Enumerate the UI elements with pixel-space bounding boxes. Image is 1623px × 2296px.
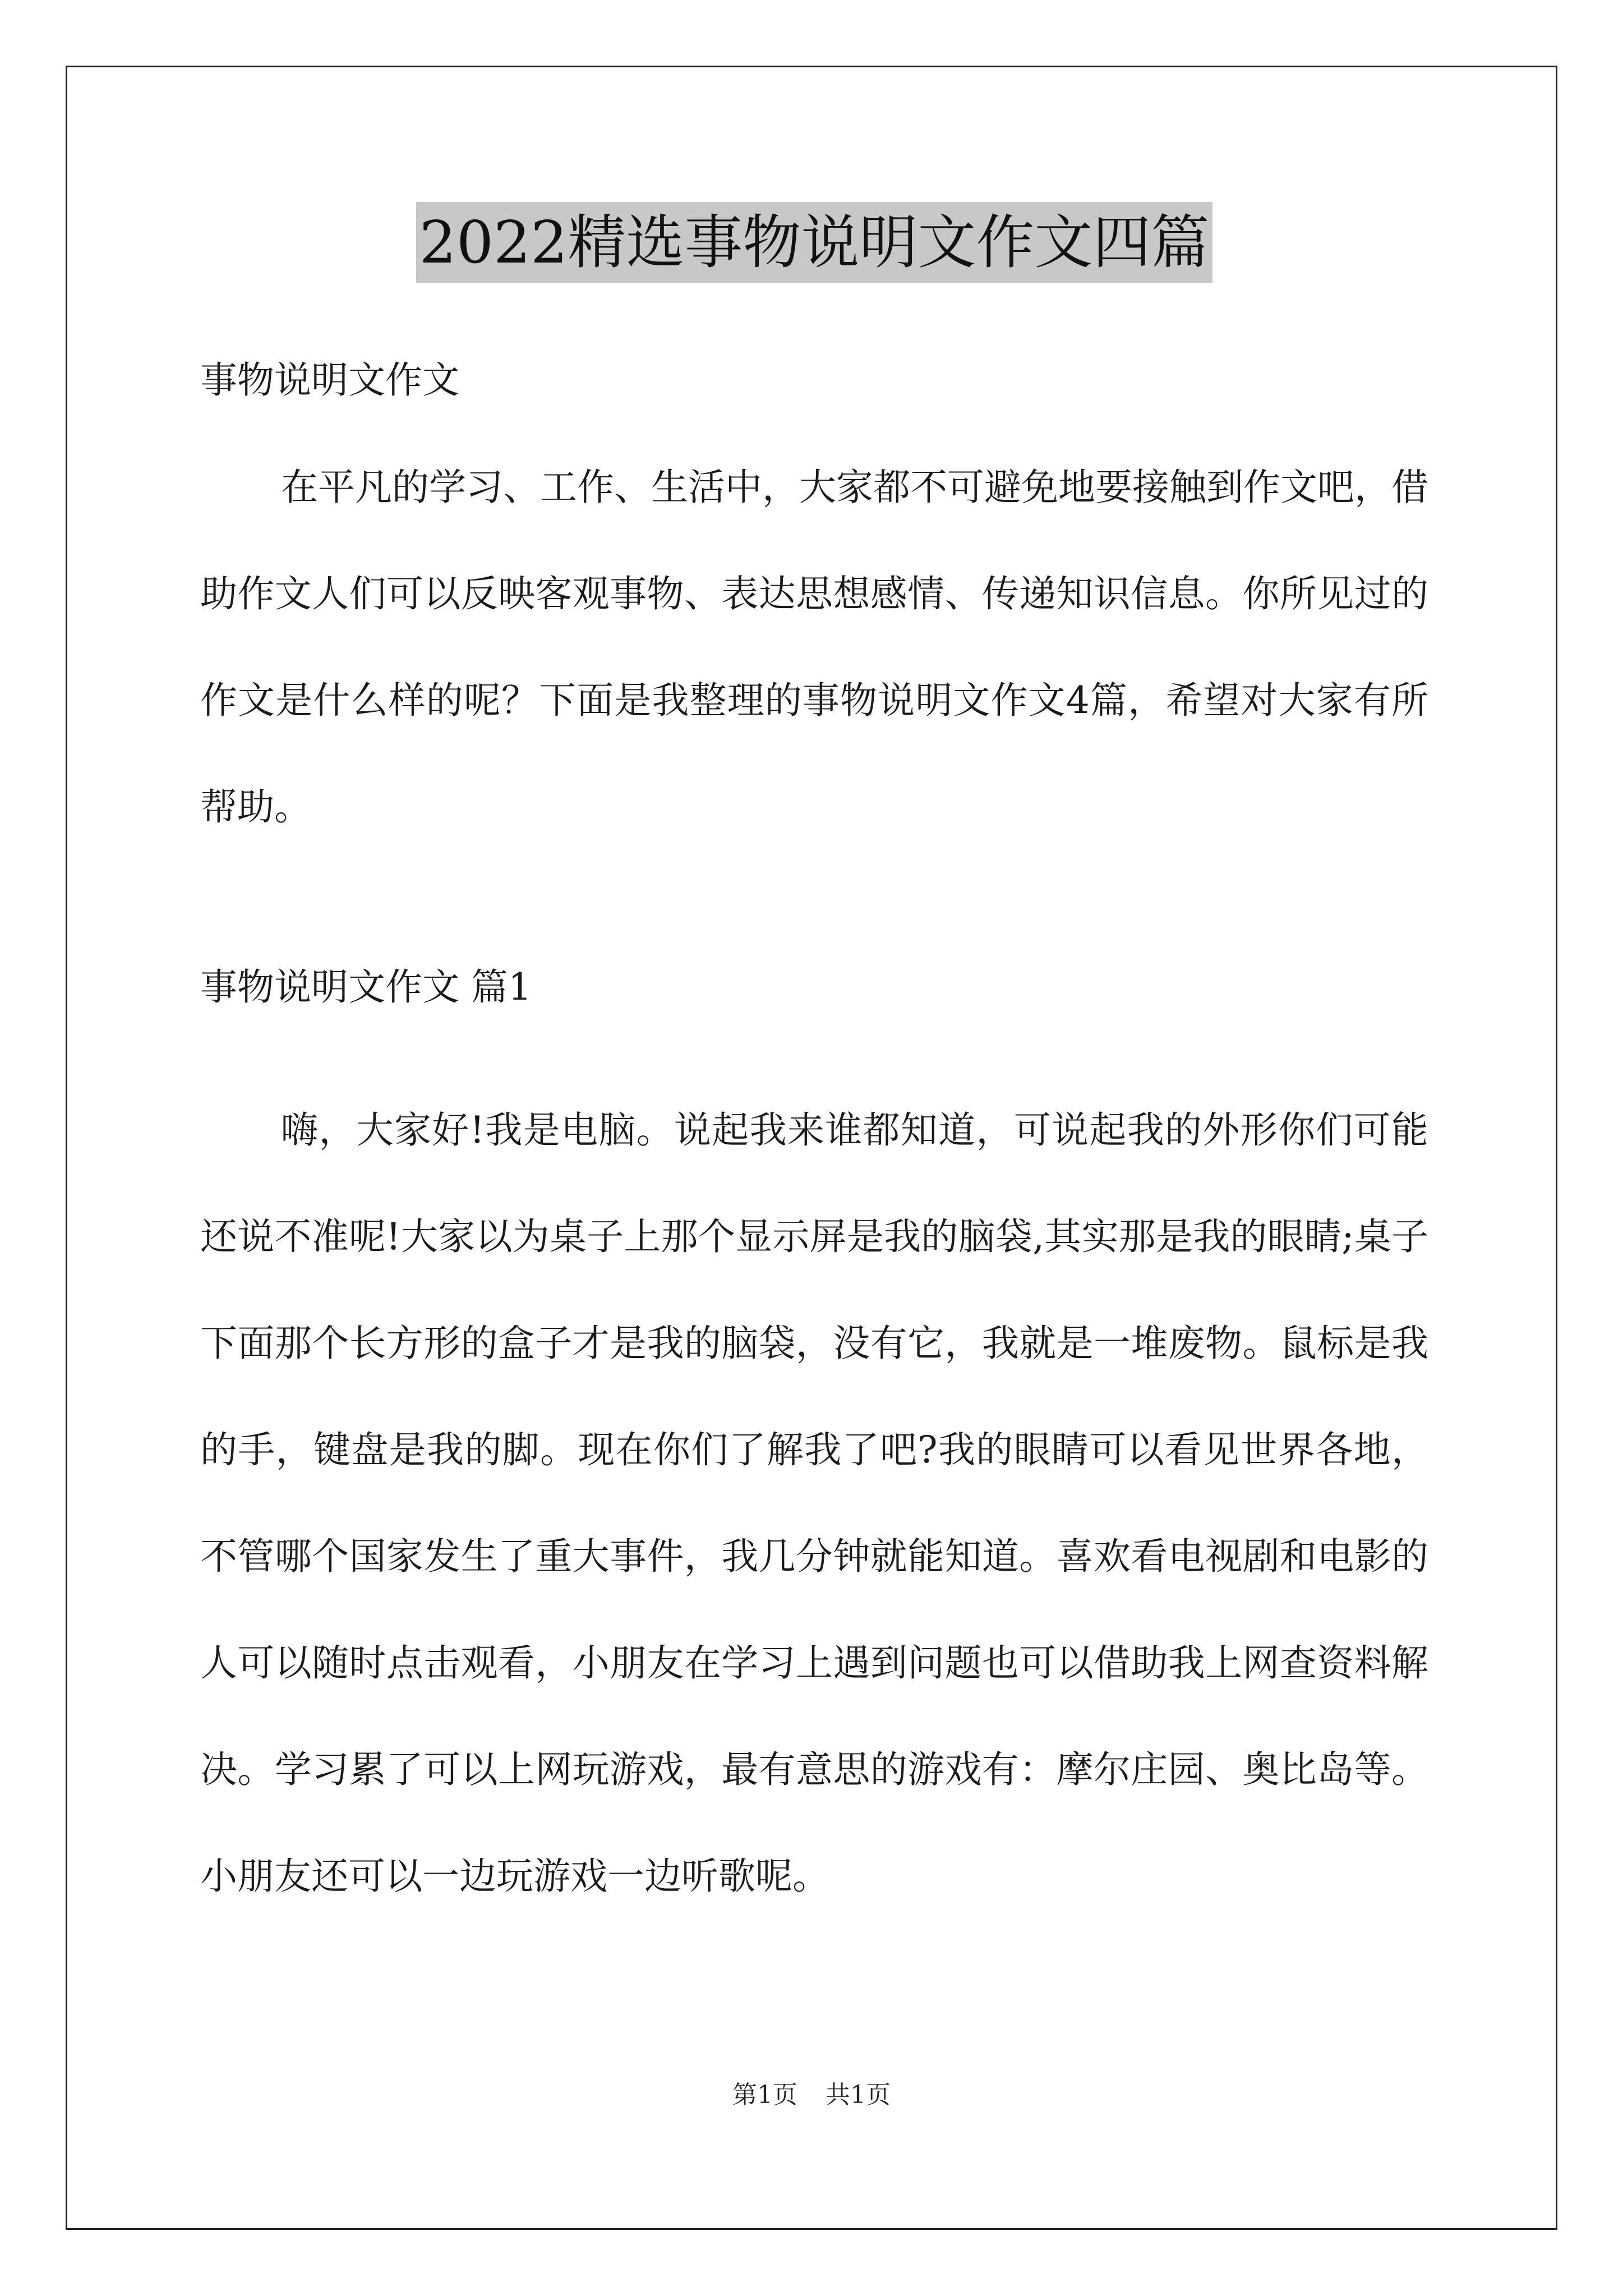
page-total: 共1页 (826, 2081, 891, 2109)
section-paragraph: 嗨，大家好!我是电脑。说起我来谁都知道，可说起我的外形你们可能还说不准呢!大家以为桌子上那个显示屏是我的脑袋,其实那是我的眼睛;桌子下面那个长方形的盒子才是我的脑袋，没有它，我就是一堆废物。鼠标是我的手，键盘是我的脚。现在你们了解我了吧?我的眼睛可以看见世界各地，不管哪个国家发生了重大事件，我几分钟就能知道。喜欢看电视剧和电影的人可以随时点击观看，小朋友在学习上遇到问题也可以借助我上网查资料解决。学习累了可以上网玩游戏，最有意思的游戏有：摩尔庄园、奥比岛等。小朋友还可以一边玩游戏一边听歌呢。 (200, 1108, 1428, 1898)
title-container (200, 202, 1428, 283)
intro-paragraph: 在平凡的学习、工作、生活中，大家都不可避免地要接触到作文吧，借助作文人们可以反映客观事物、表达思想感情、传递知识信息。你所见过的作文是什么样的呢？下面是我整理的事物说明文作文4篇，希望对大家有所帮助。 (200, 466, 1428, 829)
page-footer (0, 2078, 1623, 2112)
page-number: 第1页 (732, 2081, 797, 2109)
section-heading: 事物说明文作文 篇1 (200, 965, 532, 1009)
intro-heading: 事物说明文作文 (200, 358, 459, 402)
document-title: 2022精选事物说明文作文四篇 (416, 202, 1213, 283)
